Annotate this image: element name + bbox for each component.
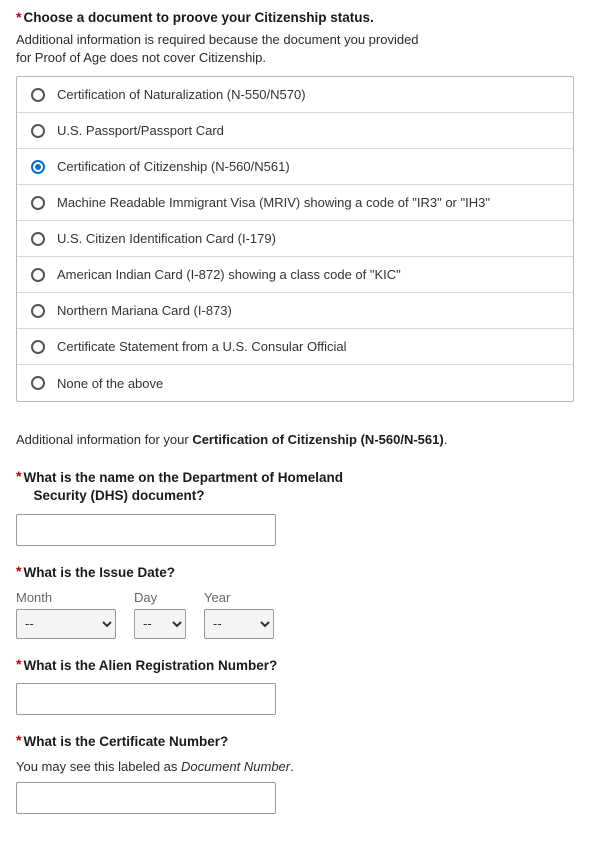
additional-info-prefix: Additional information for your	[16, 432, 193, 448]
issue-date-month-group	[16, 590, 116, 639]
option-certificate-statement-consular[interactable]	[17, 329, 573, 365]
name-on-document-label-line-2: Security (DHS) document?	[33, 488, 205, 504]
option-label: Certification of Citizenship (N-560/N561)	[57, 159, 290, 175]
option-label: Machine Readable Immigrant Visa (MRIV) showing a code of "IR3" or "IH3"	[57, 195, 490, 211]
page-title-text: Choose a document to proove your Citizenship status.	[23, 10, 374, 25]
option-label: U.S. Passport/Passport Card	[57, 123, 224, 139]
option-certification-of-naturalization[interactable]	[17, 77, 573, 113]
page-title	[16, 10, 596, 25]
radio-icon[interactable]	[31, 232, 45, 246]
radio-icon[interactable]	[31, 196, 45, 210]
help-text-line-1: Additional information is required because the document you provided	[16, 32, 419, 47]
required-marker: *	[16, 9, 22, 25]
radio-icon-selected[interactable]	[31, 160, 45, 174]
day-select[interactable]	[134, 609, 186, 639]
option-label: Certificate Statement from a U.S. Consular Official	[57, 339, 347, 355]
certificate-number-label-text: What is the Certificate Number?	[23, 733, 229, 749]
radio-icon[interactable]	[31, 88, 45, 102]
option-none-of-the-above[interactable]	[17, 365, 573, 401]
help-text	[16, 31, 486, 66]
year-select[interactable]	[204, 609, 274, 639]
alien-number-label	[16, 657, 596, 675]
radio-icon[interactable]	[31, 376, 45, 390]
issue-date-label-text: What is the Issue Date?	[23, 564, 175, 580]
certificate-number-note	[16, 759, 596, 774]
required-marker: *	[16, 731, 22, 748]
certificate-number-note-italic: Document Number	[181, 759, 291, 775]
option-certification-of-citizenship[interactable]	[17, 149, 573, 185]
certificate-number-label	[16, 733, 596, 751]
field-alien-registration-number	[16, 657, 596, 715]
radio-icon[interactable]	[31, 268, 45, 282]
issue-date-label	[16, 564, 596, 582]
option-american-indian-card[interactable]	[17, 257, 573, 293]
option-label: Northern Mariana Card (I-873)	[57, 303, 232, 319]
radio-icon[interactable]	[31, 340, 45, 354]
field-name-on-document	[16, 469, 596, 545]
radio-icon[interactable]	[31, 304, 45, 318]
option-us-citizen-identification-card[interactable]	[17, 221, 573, 257]
certificate-number-input[interactable]	[16, 782, 276, 814]
document-options-list	[16, 76, 574, 402]
additional-info-text	[16, 432, 596, 447]
name-on-document-label	[16, 469, 596, 505]
alien-number-label-text: What is the Alien Registration Number?	[23, 657, 278, 673]
additional-info-document: Certification of Citizenship (N-560/N-561)	[192, 432, 444, 448]
required-marker: *	[16, 468, 22, 485]
name-on-document-label-line-1: What is the name on the Department of Homeland	[23, 470, 343, 486]
help-text-line-2: for Proof of Age does not cover Citizenship.	[16, 49, 267, 65]
option-label: Certification of Naturalization (N-550/N570)	[57, 87, 306, 103]
required-marker: *	[16, 655, 22, 672]
option-machine-readable-immigrant-visa[interactable]	[17, 185, 573, 221]
certificate-number-note-prefix: You may see this labeled as	[16, 759, 182, 775]
month-select[interactable]	[16, 609, 116, 639]
issue-date-year-group	[204, 590, 274, 639]
option-label: None of the above	[57, 375, 164, 391]
day-label: Day	[134, 589, 158, 605]
radio-icon[interactable]	[31, 124, 45, 138]
option-label: U.S. Citizen Identification Card (I-179)	[57, 231, 276, 247]
month-label: Month	[16, 589, 53, 605]
option-northern-mariana-card[interactable]	[17, 293, 573, 329]
issue-date-selectors	[16, 590, 596, 639]
year-label: Year	[204, 589, 231, 605]
option-label: American Indian Card (I-872) showing a class code of "KIC"	[57, 267, 401, 283]
field-issue-date	[16, 564, 596, 639]
additional-info-suffix: .	[443, 432, 448, 448]
alien-number-input[interactable]	[16, 683, 276, 715]
option-us-passport[interactable]	[17, 113, 573, 149]
required-marker: *	[16, 562, 22, 579]
field-certificate-number	[16, 733, 596, 814]
certificate-number-note-suffix: .	[290, 759, 294, 775]
name-on-document-input[interactable]	[16, 514, 276, 546]
issue-date-day-group	[134, 590, 186, 639]
